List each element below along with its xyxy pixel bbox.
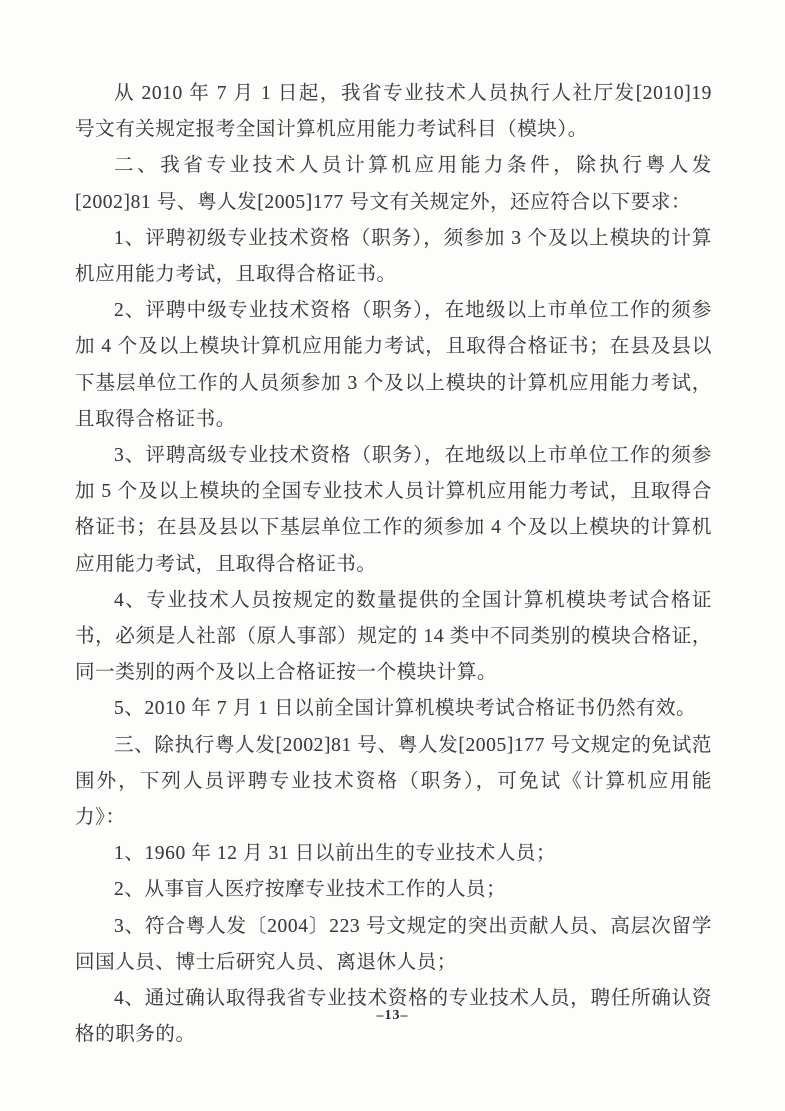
paragraph-section-3-item-2: 2、从事盲人医疗按摩专业技术工作的人员；: [114, 879, 507, 901]
paragraph-section-3-item-3: 3、符合粤人发〔2004〕223 号文规定的突出贡献人员、高层次留学回国人员、博士后研究人员、离退休人员；: [75, 915, 712, 973]
paragraph-section-2-item-5: 5、2010 年 7 月 1 日以前全国计算机模块考试合格证书仍然有效。: [114, 698, 697, 720]
paragraph-section-3-item-1: 1、1960 年 12 月 31 日以前出生的专业技术人员；: [114, 843, 557, 865]
document-body: [75, 76, 712, 1053]
paragraph-section-3-item-4: 4、通过确认取得我省专业技术资格的专业技术人员，聘任所确认资格的职务的。: [75, 988, 712, 1046]
page-number: –13–: [376, 1008, 409, 1023]
paragraph-section-2-item-2: 2、评聘中级专业技术资格（职务），在地级以上市单位工作的须参加 4 个及以上模块计算机应用能力考试，且取得合格证书；在县及县以下基层单位工作的人员须参加 3 个及以上模块的计算机应用能力考试，且取得合格证书。: [75, 300, 712, 430]
paragraph-section-2-heading: 二、我省专业技术人员计算机应用能力条件，除执行粤人发[2002]81 号、粤人发[2005]177 号文有关规定外，还应符合以下要求：: [75, 155, 712, 213]
paragraph-section-2-item-4: 4、专业技术人员按规定的数量提供的全国计算机模块考试合格证书，必须是人社部（原人事部）规定的 14 类中不同类别的模块合格证，同一类别的两个及以上合格证按一个模块计算。: [75, 589, 712, 684]
paragraph-section-2-item-1: 1、评聘初级专业技术资格（职务），须参加 3 个及以上模块的计算机应用能力考试，且取得合格证书。: [75, 227, 712, 286]
paragraph-section-3-heading: 三、除执行粤人发[2002]81 号、粤人发[2005]177 号文规定的免试范围外，下列人员评聘专业技术资格（职务），可免试《计算机应用能力》：: [75, 734, 712, 829]
paragraph-section-2-item-3: 3、评聘高级专业技术资格（职务），在地级以上市单位工作的须参加 5 个及以上模块的全国专业技术人员计算机应用能力考试，且取得合格证书；在县及县以下基层单位工作的须参加 4 个及以上模块的计算机应用能力考试，且取得合格证书。: [75, 445, 712, 575]
paragraph-intro: 从 2010 年 7 月 1 日起，我省专业技术人员执行人社厅发[2010]19 号文有关规定报考全国计算机应用能力考试科目（模块）。: [75, 83, 712, 141]
